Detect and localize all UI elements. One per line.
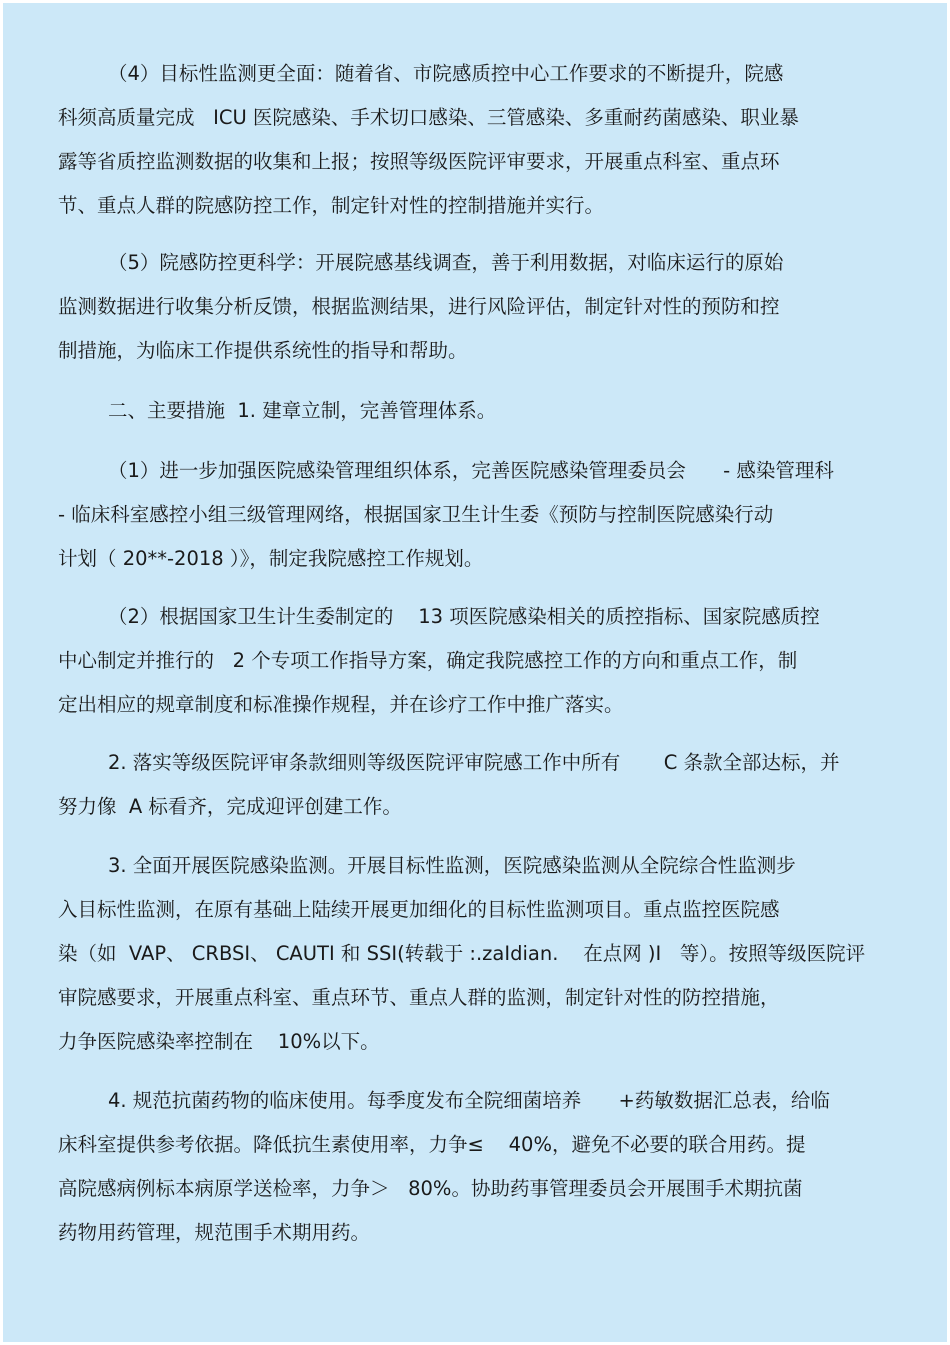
- text-line: 科须高质量完成 ICU 医院感染、手术切口感染、三管感染、多重耐药菌感染、职业暴: [58, 106, 799, 129]
- document-page: [3, 3, 947, 1342]
- text-line: 审院感要求，开展重点科室、重点环节、重点人群的监测，制定针对性的防控措施，: [58, 986, 780, 1009]
- text-line: 制措施，为临床工作提供系统性的指导和帮助。: [58, 339, 468, 362]
- text-line: 计划（ 20**-2018 ）》，制定我院感控工作规划。: [58, 547, 484, 570]
- text-line: 监测数据进行收集分析反馈，根据监测结果，进行风险评估，制定针对性的预防和控: [58, 295, 780, 318]
- text-line: （4）目标性监测更全面：随着省、市院感质控中心工作要求的不断提升，院感: [108, 62, 784, 85]
- paragraph-infection-monitoring: [58, 844, 893, 1064]
- paragraph-organization-system: [58, 449, 893, 581]
- paragraph-antibiotic-usage: [58, 1079, 893, 1255]
- text-line: 染（如 VAP、 CRBSI、 CAUTI 和 SSI(转载于 :.zaIdian. 在点网 )I 等）。按照等级医院评: [58, 942, 866, 965]
- text-line: 定出相应的规章制度和标准操作规程，并在诊疗工作中推广落实。: [58, 693, 624, 716]
- paragraph-scientific-control: [58, 241, 893, 373]
- text-line: 床科室提供参考依据。降低抗生素使用率，力争≤ 40%，避免不必要的联合用药。提: [58, 1133, 806, 1156]
- paragraph-hospital-review: [58, 741, 893, 829]
- text-line: （2）根据国家卫生计生委制定的 13 项医院感染相关的质控指标、国家院感质控: [108, 605, 820, 628]
- text-line: 3. 全面开展医院感染监测。开展目标性监测，医院感染监测从全院综合性监测步: [108, 854, 796, 877]
- text-line: 力争医院感染率控制在 10%以下。: [58, 1030, 380, 1053]
- text-line: 入目标性监测，在原有基础上陆续开展更加细化的目标性监测项目。重点监控医院感: [58, 898, 780, 921]
- text-line: （1）进一步加强医院感染管理组织体系，完善医院感染管理委员会 - 感染管理科: [108, 459, 834, 482]
- text-line: 高院感病例标本病原学送检率，力争＞ 80%。协助药事管理委员会开展围手术期抗菌: [58, 1177, 803, 1200]
- text-line: （5）院感防控更科学：开展院感基线调查，善于利用数据，对临床运行的原始: [108, 251, 784, 274]
- text-line: 2. 落实等级医院评审条款细则等级医院评审院感工作中所有 C 条款全部达标，并: [108, 751, 840, 774]
- text-line: 4. 规范抗菌药物的临床使用。每季度发布全院细菌培养 +药敏数据汇总表，给临: [108, 1089, 830, 1112]
- paragraph-quality-indicators: [58, 595, 893, 727]
- text-line: 节、重点人群的院感防控工作，制定针对性的控制措施并实行。: [58, 194, 605, 217]
- text-line: 药物用药管理，规范围手术期用药。: [58, 1221, 371, 1244]
- text-line: - 临床科室感控小组三级管理网络，根据国家卫生计生委《预防与控制医院感染行动: [58, 503, 774, 526]
- text-line: 二、主要措施 1. 建章立制，完善管理体系。: [108, 399, 497, 422]
- paragraph-target-monitoring: [58, 52, 893, 228]
- text-line: 努力像 A 标看齐，完成迎评创建工作。: [58, 795, 402, 818]
- section-heading-main-measures: [58, 389, 893, 433]
- text-line: 露等省质控监测数据的收集和上报；按照等级医院评审要求，开展重点科室、重点环: [58, 150, 780, 173]
- text-line: 中心制定并推行的 2 个专项工作指导方案，确定我院感控工作的方向和重点工作，制: [58, 649, 798, 672]
